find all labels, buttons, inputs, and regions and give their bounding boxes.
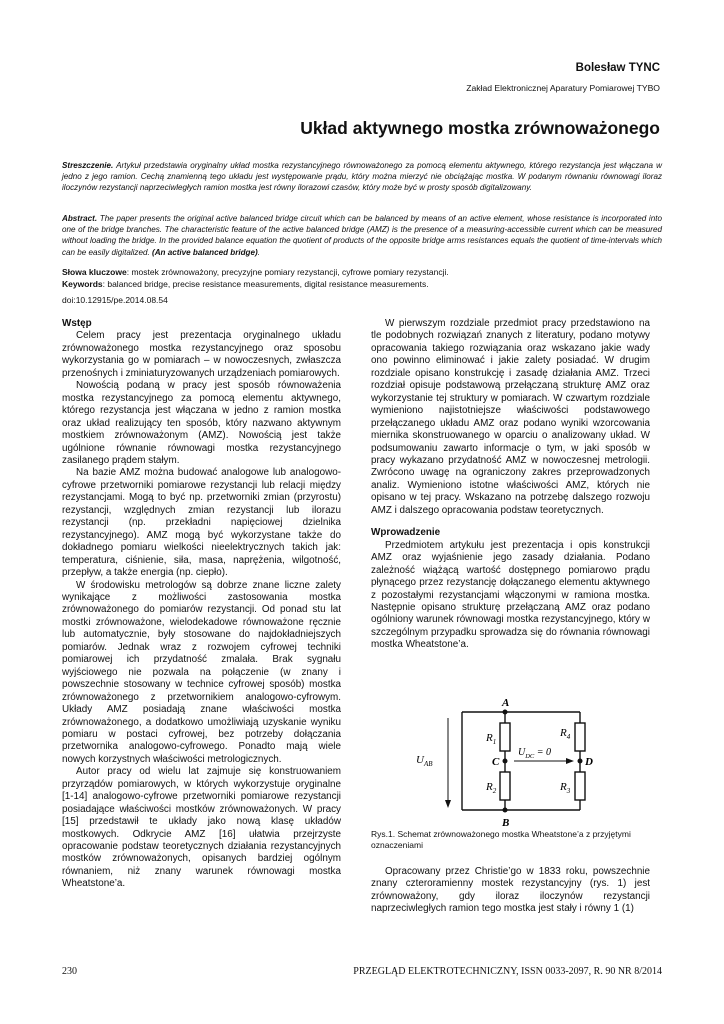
- paragraph: Celem pracy jest prezentacja oryginalnego układu zrównoważonego mostka rezystancyjnego oraz sposobu wykorzystania go w pomiarach – w nowoczesnych, zwłaszcza przenośnych i zminiaturyzowanych urządzeniach pomiarowych.: [62, 330, 341, 379]
- paragraph: Opracowany przez Christie’go w 1833 roku, powszechnie znany czteroramienny mostek rezystancyjny (rys. 1) jest zrównoważony, gdy iloraz iloczynów rezystancji naprzeciwległych ramion tego mostka jest stały i równy 1 (1): [371, 866, 650, 915]
- resistor-r2: [500, 772, 510, 800]
- column-left: [62, 318, 341, 891]
- node-a-label: A: [502, 697, 510, 709]
- resistor-r4: [575, 723, 585, 751]
- column-right: [371, 318, 650, 652]
- udc-label: $U_{DC} = 0$: [518, 747, 552, 760]
- r4-label: $R_4$: [560, 727, 571, 741]
- section-heading-wprowadzenie: Wprowadzenie: [371, 527, 441, 539]
- keywords-pl: [62, 266, 662, 279]
- abstract-en-note: (An active balanced bridge): [152, 247, 258, 257]
- figure-caption: Rys.1. Schemat zrównoważonego mostka Wheatstone’a z przyjętymi oznaczeniami: [371, 829, 631, 850]
- paragraph: Przedmiotem artykułu jest prezentacja i opis konstrukcji AMZ oraz wyjaśnienie jego zasady działania. Podano zależność wiążącą wartość dostępnego pomiarowo prądu płynącego przez rezystancję dołączanego elementu aktywnego z pozostałymi rezystancjami włączonymi w ramiona mostka. Następnie opisano strukturę przełączaną AMZ oraz podano ogólniony warunek równowagi mostka rezystancyjnego, który w szczególnym przypadku sprowadza się do równania równowagi mostka Wheatstone’a.: [371, 539, 650, 651]
- paragraph: W środowisku metrologów są dobrze znane liczne zalety wynikające z możliwości zastosowania mostka zrównoważonego do pomiarów rezystancji. Od ponad stu lat mostki zrównoważone, wielodekadowe równoważone ręcznie lub automatycznie, były stosowane do najdokładniejszych pomiarów. Jednak wraz z rozwojem cyfrowej techniki pomiarowej ich przydatność zmalała. Brak sygnału wyjściowego nie pozwala na połączenie (w znany i powszechnie stosowany w technice cyfrowej sposób) mostka zrównoważonego z przetwornikiem analogowo-cyfrowym. Układy AMZ posiadają znane właściwości mostka zrównoważonego, a dodatkowo umożliwiają uzyskanie wyniku pomiaru w postaci cyfrowej, bez potrzeby dołączania przetwornika analogowo-cyfrowego. Ponadto mają wiele nowych korzystnych właściwości metrologicznych.: [62, 579, 341, 765]
- keywords-pl-label: Słowa kluczowe: [62, 267, 127, 277]
- journal-footer: PRZEGLĄD ELEKTROTECHNICZNY, ISSN 0033-2097, R. 90 NR 8/2014: [353, 966, 662, 977]
- paper-title: Układ aktywnego mostka zrównoważonego: [300, 118, 660, 138]
- r1-label: $R_1$: [486, 732, 497, 746]
- node-b-label: B: [502, 817, 510, 829]
- paragraph: Nowością podaną w pracy jest sposób równoważenia mostka rezystancyjnego za pomocą elementu aktywnego, którego rezystancja jest włączana w jedno z ramion mostka oraz układ realizujący ten sposób, który nazwano aktywnym mostkiem zrównoważonym (AMZ). Nowością jest także ugólnione równanie równowagi mostka rezystancyjnego zasilanego prądem stałym.: [62, 380, 341, 466]
- affiliation: Zakład Elektronicznej Aparatury Pomiarowej TYBO: [466, 83, 660, 93]
- column-right-bottom: [371, 866, 650, 916]
- keywords-en-text: : balanced bridge, precise resistance measurements, digital resistance measurements.: [102, 279, 429, 289]
- node-d-label: D: [585, 756, 593, 768]
- resistor-r1: [500, 723, 510, 751]
- page-number: 230: [62, 966, 77, 977]
- author: Bolesław TYNC: [575, 62, 660, 74]
- r2-label: $R_2$: [486, 781, 497, 795]
- abstract-en-text: The paper presents the original active balanced bridge circuit which can be balanced by means of an active element, whose resistance is incorporated into one of the bridge branches. The characteristic feature of the active balanced bridge (AMZ) is the presence of a measuring-accessible current which can be measured without loading the bridge. In the provided balance equation the quotient of products of the opposite bridge arms resistances equals the quotient of time-intervals which can be easily digitalized.: [62, 214, 662, 257]
- node-c-label: C: [492, 756, 500, 768]
- uab-label: $U_{AB}$: [416, 754, 433, 768]
- paragraph: Autor pracy od wielu lat zajmuje się konstruowaniem przyrządów pomiarowych, w których wykorzystuje oryginalne [1-14] analogowo-cyfrowe przetworniki pomiarowe rezystancji posiadające właściwości mostków zrównoważonych. W pracy [15] przedstawił te układy jako nową klasę układów mostkowych. Odkrycie AMZ [16] ułatwia przejrzyste opracowanie podstaw teoretycznych działania rezystancyjnych mostków zrównoważonych, opisanych bardziej ogólnym równaniem, niż znany warunek równowagi mostka Wheatstone’a.: [62, 766, 341, 890]
- abstract-pl-label: Streszczenie.: [62, 161, 114, 170]
- keywords-en-label: Keywords: [62, 279, 103, 289]
- doi: doi:10.12915/pe.2014.08.54: [62, 295, 168, 305]
- abstract-en: [62, 213, 662, 258]
- r3-label: $R_3$: [560, 781, 571, 795]
- keywords-pl-text: : mostek zrównoważony, precyzyjne pomiary rezystancji, cyfrowe pomiary rezystancji.: [126, 267, 449, 277]
- abstract-en-label: Abstract.: [62, 214, 98, 223]
- resistor-r3: [575, 772, 585, 800]
- paragraph: W pierwszym rozdziale przedmiot pracy przedstawiono na tle podobnych rozwiązań znanych z literatury, podano motywy opracowania takiego rozwiązania oraz wskazano jakie wady ono powinno eliminować i jakie zalety posiadać. W drugim rozdziale opisano konstrukcję i zasadę działania AMZ. Trzeci rozdział opisuje podstawową przełączaną strukturę AMZ oraz wykorzystanie tej struktury w pomiarach. W czwartym rozdziale wymieniono najistotniejsze właściwości podstawowego przełączanego układu AMZ oraz podano wyniki wzorcowania miernika skonstruowanego w oparciu o analizowany układ. W podsumowaniu zawarto informacje o tym, w jaki sposób w pracy wykazano przydatność AMZ w nowoczesnej metrologii. Zwrócono uwagę na ograniczony zakres przeprowadzonych analiz. Wymieniono istotne właściwości AMZ, których nie opisano w tej pracy. Wskazano na potrzebę dalszego rozwoju AMZ i dalszego opracowania podstaw teoretycznych.: [371, 318, 650, 516]
- wheatstone-bridge-figure: [416, 690, 600, 830]
- section-heading-wstep: Wstęp: [62, 318, 92, 329]
- paragraph: Na bazie AMZ można budować analogowe lub analogowo-cyfrowe przetworniki pomiarowe rezystancji lub relacji między rezystancjami. Mogą to być np. przetworniki zmian (przyrostu) rezystancji, względnych zmian rezystancji lub ilorazu rezystancji (np. przekładni napięciowej dzielnika rezystancyjnego). AMZ mogą być wykorzystane także do dokładnego pomiaru wielkości nieelektrycznych takich jak: temperatura, ciśnienie, siła, masa, naprężenia, wilgotność, przepływ, a także energia (np. ciepło).: [62, 467, 341, 579]
- abstract-pl: [62, 160, 662, 194]
- keywords-en: [62, 278, 662, 291]
- abstract-en-end: .: [257, 247, 260, 257]
- abstract-pl-text: Artykuł przedstawia oryginalny układ mostka rezystancyjnego równoważonego za pomocą elementu aktywnego, którego rezystancja jest włączana w jedno z jego ramion. Cechą znamienną tego układu jest występowanie prądu, który można mierzyć nie obciążając mostka. W podanym równaniu równowagi iloraz iloczynów rezystancji naprzeciwległych ramion mostka jest równy ilorazowi czasów, który może być w prosty sposób digitalizowany.: [62, 161, 662, 193]
